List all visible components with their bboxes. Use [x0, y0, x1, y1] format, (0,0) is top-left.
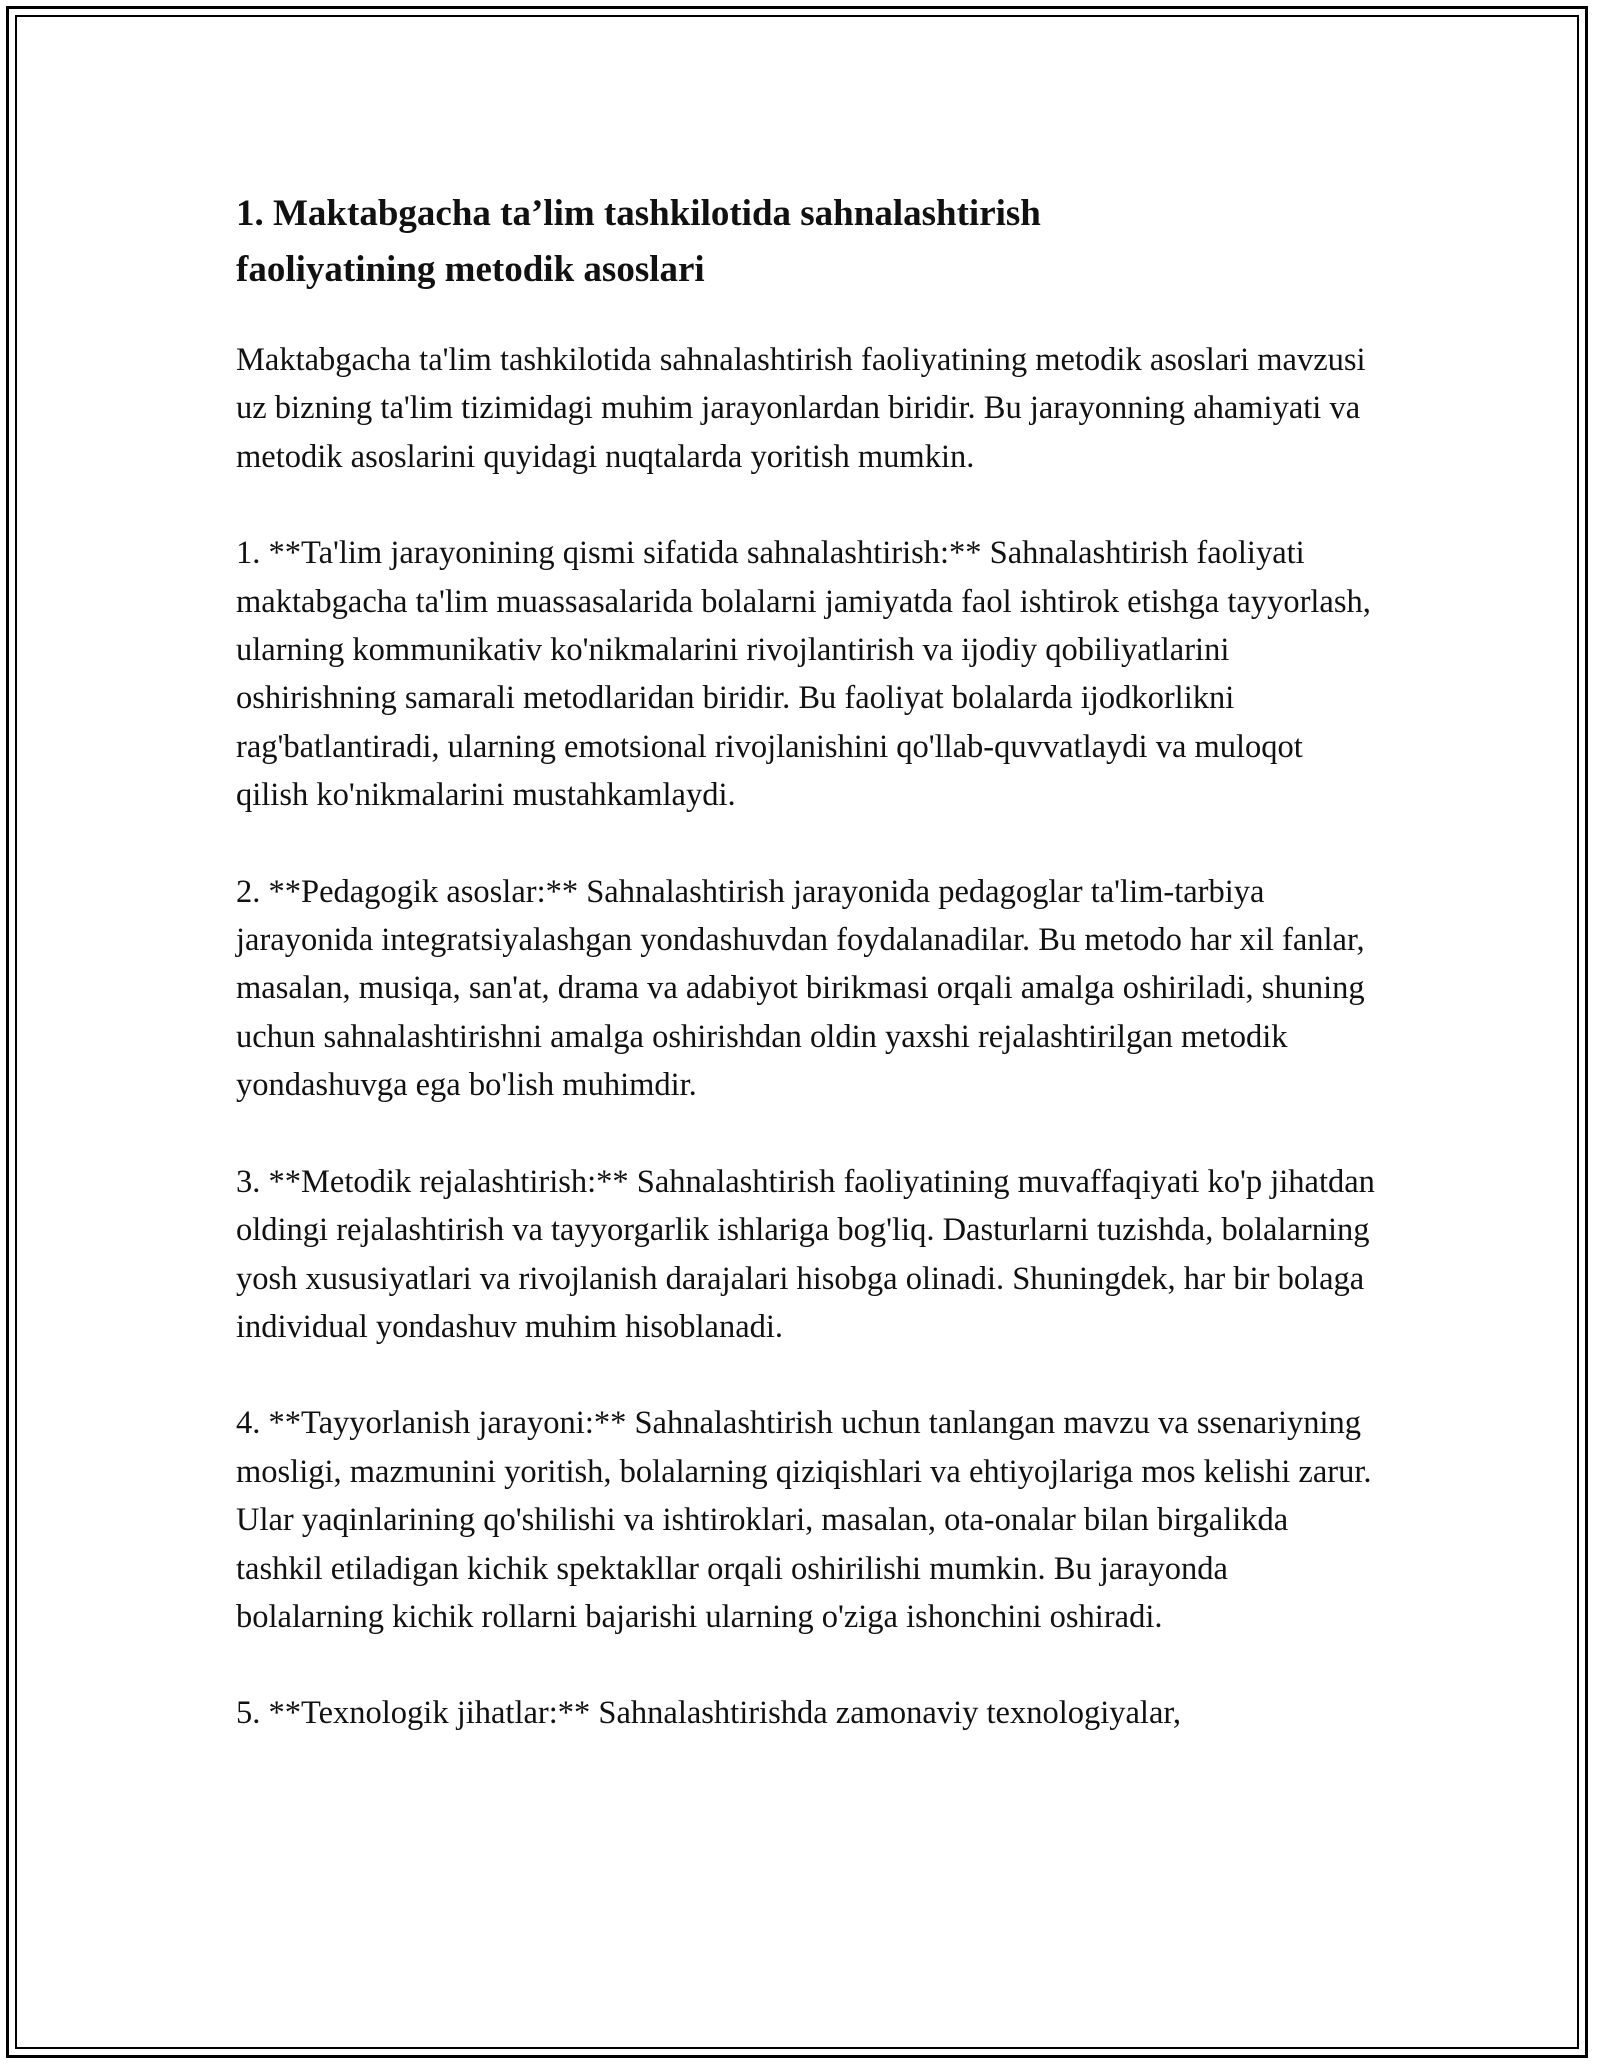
section-heading [236, 186, 1376, 298]
document-body [236, 186, 1376, 1786]
point-2-paragraph: 2. **Pedagogik asoslar:** Sahnalashtirish jarayonida pedagoglar ta'lim-tarbiya jarayonida integratsiyalashgan yondashuvdan foydalanadilar. Bu metodo har xil fanlar, masalan, musiqa, san'at, drama va adabiyot birikmasi orqali amalga oshiriladi, shuning uchun sahnalashtirishni amalga oshirishdan oldin yaxshi rejalashtirilgan metodik yondashuvga ega bo'lish muhimdir. [236, 873, 1365, 1104]
point-1-paragraph: 1. **Ta'lim jarayonining qismi sifatida sahnalashtirish:** Sahnalashtirish faoliyati maktabgacha ta'lim muassasalarida bolalarni jamiyatda faol ishtirok etishga tayyorlash, ularning kommunikativ ko'nikmalarini rivojlantirish va ijodiy qobiliyatlarini oshirishning samarali metodlaridan biridir. Bu faoliyat bolalarda ijodkorlikni rag'batlantiradi, ularning emotsional rivojlanishini qo'llab-quvvatlaydi va muloqot qilish ko'nikmalarini mustahkamlaydi. [236, 535, 1371, 814]
section-heading-line-2: faoliyatining metodik asoslari [236, 249, 705, 290]
point-4-paragraph: 4. **Tayyorlanish jarayoni:** Sahnalashtirish uchun tanlangan mavzu va ssenariyning mosligi, mazmunini yoritish, bolalarning qiziqishlari va ehtiyojlariga mos kelishi zarur. Ular yaqinlarining qo'shilishi va ishtiroklari, masalan, ota-onalar bilan birgalikda tashkil etiladigan kichik spektakllar orqali oshirilishi mumkin. Bu jarayonda bolalarning kichik rollarni bajarishi ularning o'ziga ishonchini oshiradi. [236, 1405, 1372, 1635]
point-5-paragraph: 5. **Texnologik jihatlar:** Sahnalashtirishda zamonaviy texnologiyalar, [236, 1695, 1182, 1732]
point-3-paragraph: 3. **Metodik rejalashtirish:** Sahnalashtirish faoliyatining muvaffaqiyati ko'p jihatdan oldingi rejalashtirish va tayyorgarlik ishlariga bog'liq. Dasturlarni tuzishda, bolalarning yosh xususiyatlari va rivojlanish darajalari hisobga olinadi. Shuningdek, har bir bolaga individual yondashuv muhim hisoblanadi. [236, 1163, 1375, 1345]
intro-paragraph: Maktabgacha ta'lim tashkilotida sahnalashtirish faoliyatining metodik asoslari mavzusi uz bizning ta'lim tizimidagi muhim jarayonlardan biridir. Bu jarayonning ahamiyati va metodik asoslarini quyidagi nuqtalarda yoritish mumkin. [236, 342, 1366, 475]
section-heading-line-1: 1. Maktabgacha ta’lim tashkilotida sahnalashtirish [236, 193, 1041, 234]
